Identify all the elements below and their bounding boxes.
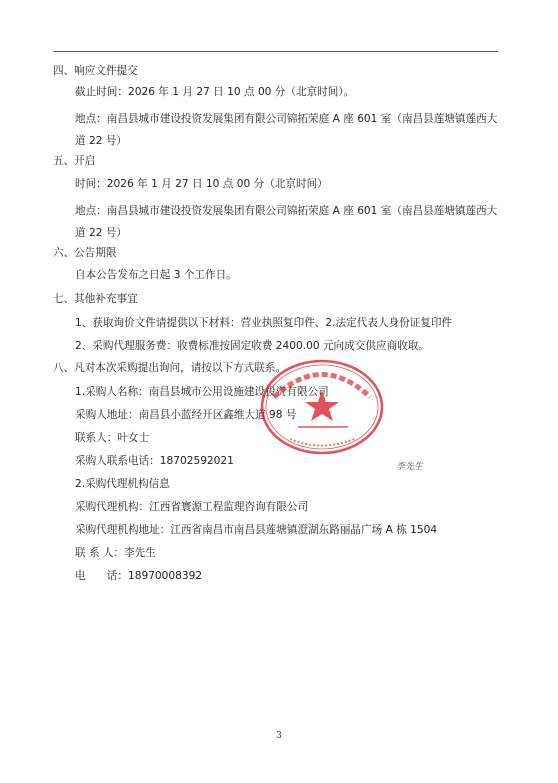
purchaser-contact: 联系人：叶女士 — [75, 432, 150, 444]
section7-item2: 2、采购代理服务费：收费标准按固定收费 2400.00 元向成交供应商收取。 — [75, 340, 429, 352]
purchaser-address: 采购人地址：南昌县小蓝经开区鑫维大道 98 号 — [75, 409, 297, 421]
section5-location — [75, 200, 498, 244]
official-seal — [256, 357, 388, 457]
section4-heading: 四、响应文件提交 — [53, 65, 138, 77]
section7-item1: 1、获取询价文件请提供以下材料：营业执照复印件、2.法定代表人身份证复印件 — [75, 317, 453, 329]
header-rule — [53, 51, 498, 52]
purchaser-phone: 采购人联系电话：18702592021 — [75, 455, 234, 467]
section6-heading: 六、公告期限 — [53, 247, 117, 259]
section6-text: 自本公告发布之日起 3 个工作日。 — [75, 269, 237, 281]
agency-name: 采购代理机构：江西省寰源工程监理咨询有限公司 — [75, 501, 309, 513]
agency-address: 采购代理机构地址：江西省南昌市南昌县莲塘镇澄湖东路丽晶广场 A 栋 1504 — [75, 524, 438, 536]
section4-location-text: 地点：南昌县城市建设投资发展集团有限公司锦拓荣庭 A 座 601 室（南昌县莲塘镇莲西大道 22 号） — [75, 113, 498, 147]
section5-time: 时间：2026 年 1 月 27 日 10 点 00 分（北京时间） — [75, 178, 328, 190]
page-number: 3 — [276, 731, 282, 741]
agency-contact: 联 系 人：李先生 — [75, 547, 156, 559]
agency-title: 2.采购代理机构信息 — [75, 478, 170, 490]
section5-location-text: 地点：南昌县城市建设投资发展集团有限公司锦拓荣庭 A 座 601 室（南昌县莲塘镇莲西大道 22 号） — [75, 205, 498, 239]
handwritten-note: 李先生 — [396, 462, 424, 472]
agency-phone: 电 话：18970008392 — [75, 570, 203, 582]
section4-deadline: 截止时间：2026 年 1 月 27 日 10 点 00 分（北京时间）。 — [75, 86, 355, 98]
section4-location — [75, 108, 498, 152]
purchaser-name: 1.采购人名称：南昌县城市公用设施建设投资有限公司 — [75, 386, 329, 398]
section5-heading: 五、开启 — [53, 155, 96, 167]
section7-heading: 七、其他补充事宜 — [53, 293, 138, 305]
section8-heading: 八、凡对本次采购提出询问，请按以下方式联系。 — [53, 362, 287, 374]
